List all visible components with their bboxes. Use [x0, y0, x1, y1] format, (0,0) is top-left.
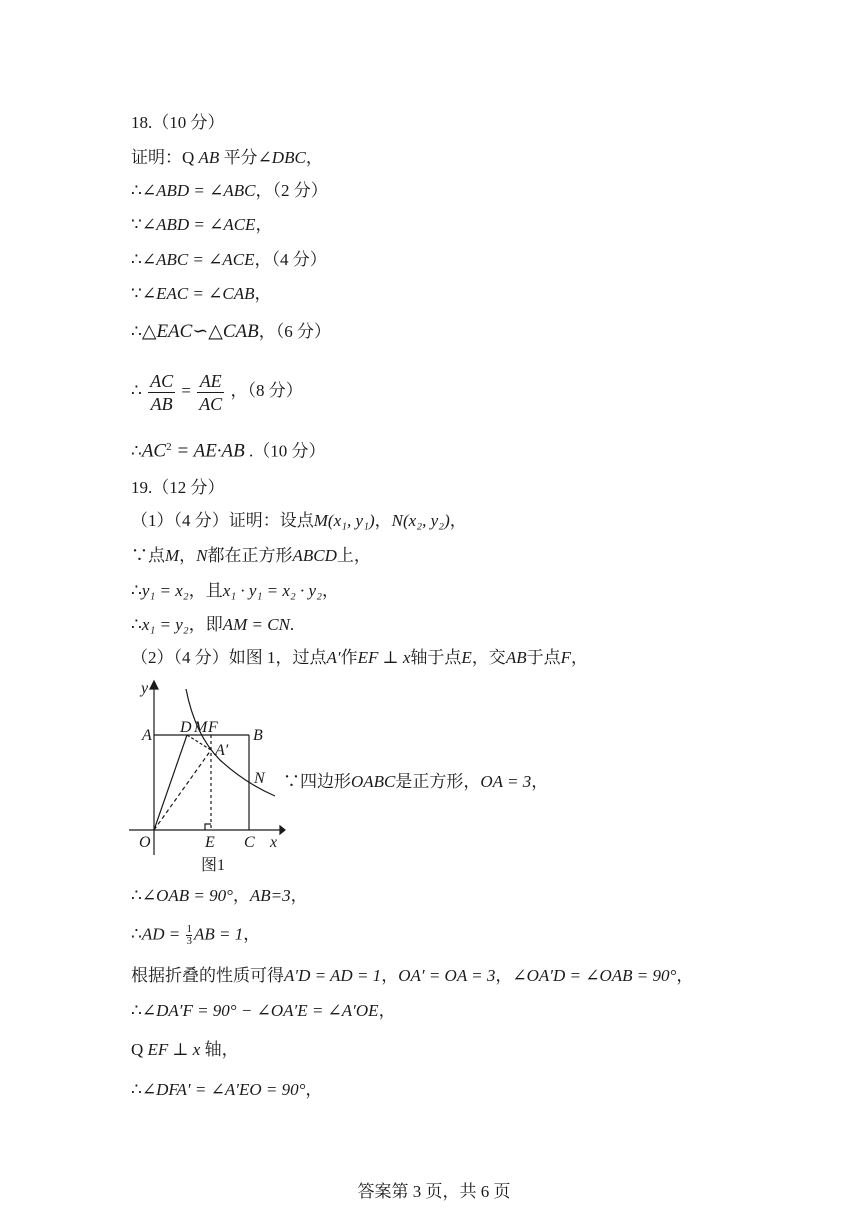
q18-line-7: ∴ $\frac{AC}{AB}$ = $\frac{AE}{AC}$ ，（8 分）: [131, 370, 303, 414]
q18-line-2: ∴∠ABD = ∠ABC，（2 分）: [131, 181, 328, 200]
y-axis-arrow: [150, 681, 158, 689]
segment-da-prime: [187, 735, 211, 750]
q19-line-7: ∴AD = $\frac{1}{3}$ AB = 1，: [131, 923, 261, 947]
q19-figure-side-text: ∵四边形OABC是正方形，OA = 3，: [283, 772, 549, 791]
q19-line-9: ∴∠DA′F = 90° − ∠OA′E = ∠A′OE，: [131, 1001, 396, 1020]
q19-line-8: 根据折叠的性质可得A′D = AD = 1，OA′ = OA = 3，∠OA′D = ∠OAB = 90°，: [131, 966, 694, 985]
label-n: N: [254, 770, 265, 787]
q19-line-4: ∴x₁ = y₂，即AM = CN.: [131, 615, 295, 634]
label-f: F: [208, 719, 218, 736]
label-x: x: [270, 834, 278, 851]
q18-line-3: ∵∠ABD = ∠ACE，: [131, 215, 273, 234]
label-a: A: [142, 727, 152, 744]
q18-line-8: $\therefore AC^2 = AE\cdot AB$ .（10 分）: [131, 440, 326, 462]
fraction-one-third: $\frac{1}{3}$: [186, 923, 192, 947]
q19-line-3: ∴y₁ = x₂，且x₁ · y₁ = x₂ · y₂，: [131, 581, 340, 600]
x-axis-arrow: [280, 826, 285, 834]
label-o: O: [139, 834, 151, 851]
q18-header: 18.（10 分）: [131, 113, 225, 132]
q19-line-5: （2）（4 分）如图 1，过点A′作EF ⊥ x轴于点E，交AB于点F，: [131, 648, 588, 667]
geometry-figure: [125, 675, 290, 875]
q18-line-5: ∵∠EAC = ∠CAB，: [131, 284, 272, 303]
q18-line-6: ∴△EAC∽△CAB，（6 分）: [131, 321, 331, 342]
q18-line-1: 证明：Q AB 平分∠DBC，: [131, 148, 323, 167]
label-c: C: [244, 834, 255, 851]
q19-line-6: ∴∠OAB = 90°，AB=3，: [131, 886, 308, 905]
q19-line-2: ∵点M，N都在正方形ABCD上，: [131, 546, 371, 565]
q19-header: 19.（12 分）: [131, 478, 225, 497]
label-y: y: [141, 680, 149, 697]
segment-oa-prime: [154, 750, 211, 830]
label-m: M: [194, 719, 208, 736]
fraction-ae-ac: $\frac{AE}{AC}$: [199, 370, 223, 414]
q19-line-10: Q EF ⊥ x 轴，: [131, 1040, 239, 1059]
q18-line-4: ∴∠ABC = ∠ACE，（4 分）: [131, 250, 327, 269]
label-a-prime: A′: [215, 742, 229, 759]
q19-line-1: （1）（4 分）证明：设点M(x₁, y₁)，N(x₂, y₂)，: [131, 511, 467, 530]
label-e: E: [205, 834, 215, 851]
q19-line-11: ∴∠DFA′ = ∠A′EO = 90°，: [131, 1080, 323, 1099]
label-d: D: [180, 719, 192, 736]
right-angle-mark: [205, 824, 211, 830]
fraction-ac-ab: $\frac{AC}{AB}$: [150, 370, 174, 414]
segment-od: [154, 735, 187, 830]
figure-caption: 图1: [201, 857, 226, 874]
page-footer: 答案第 3 页，共 6 页: [357, 1182, 511, 1201]
label-b: B: [253, 727, 263, 744]
